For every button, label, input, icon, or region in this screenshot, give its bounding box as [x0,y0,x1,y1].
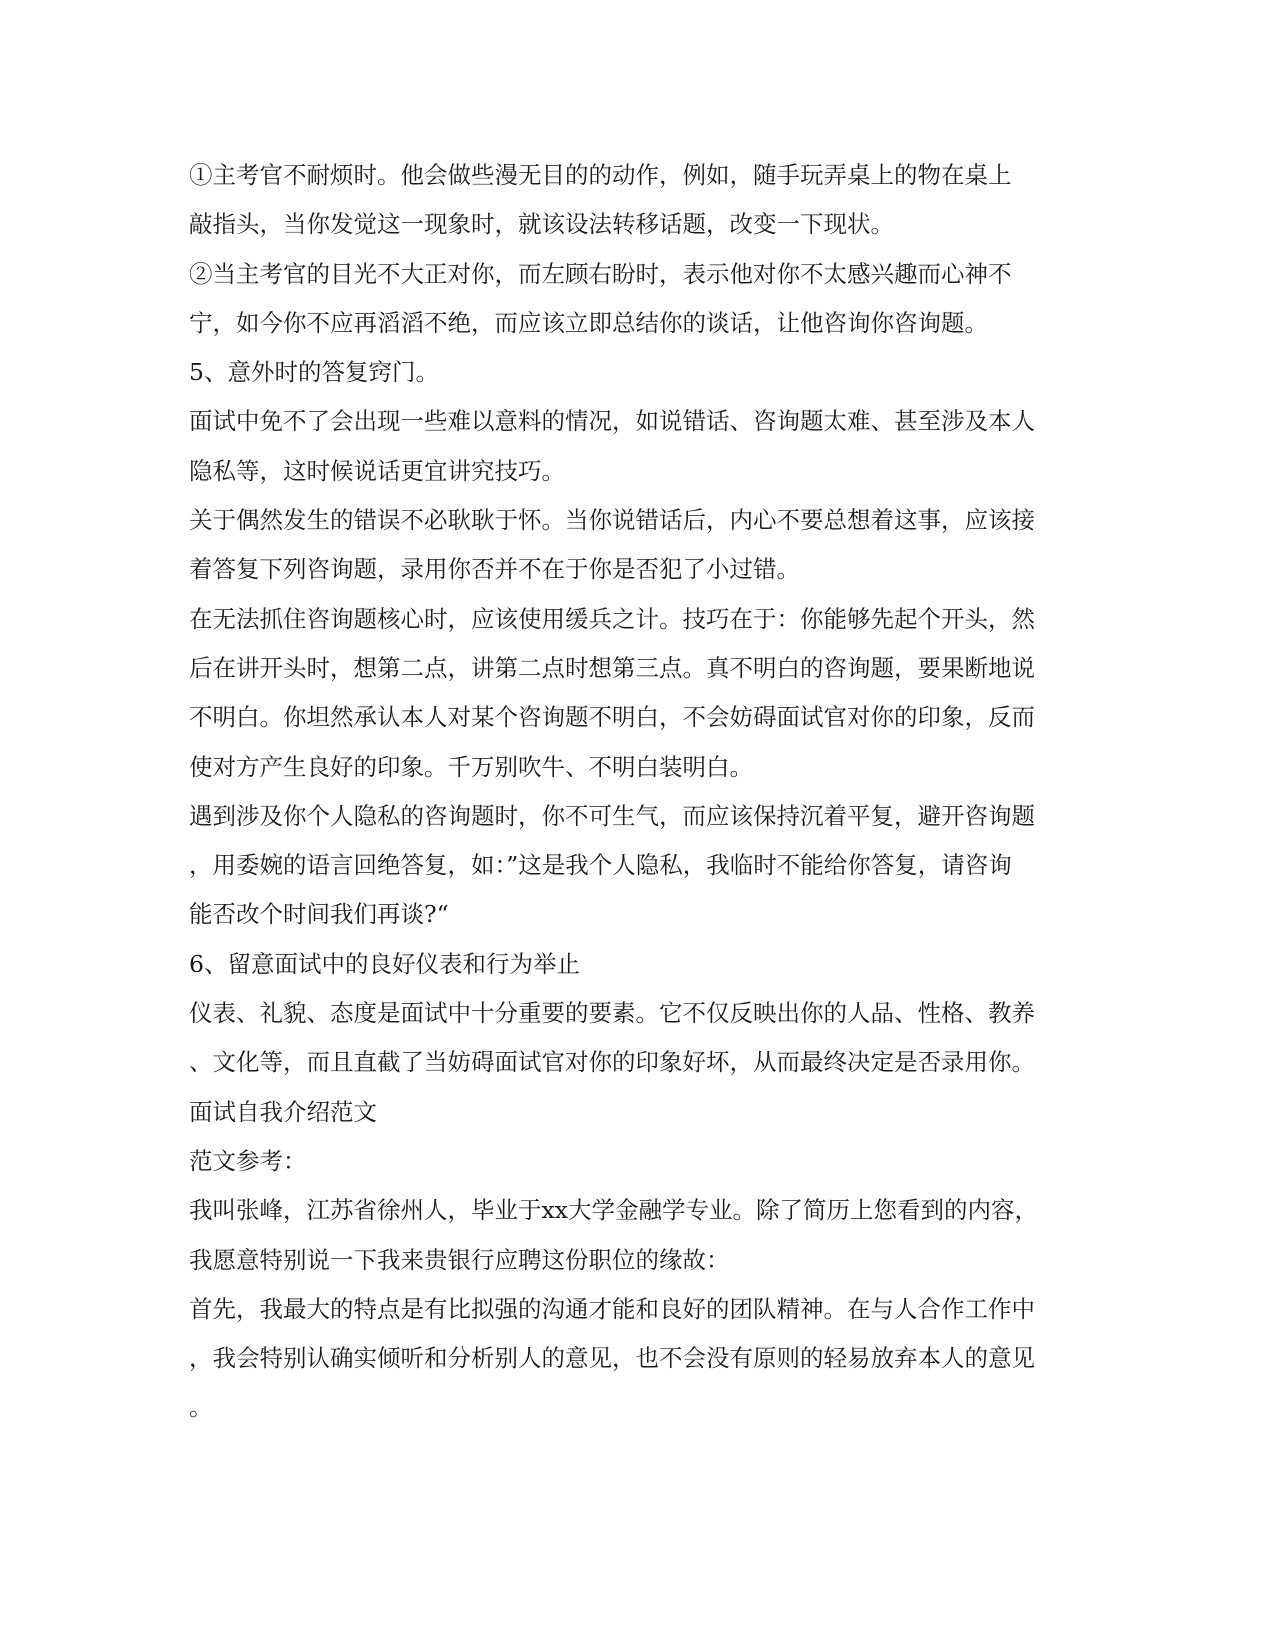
text-line: 仪表、礼貌、态度是面试中十分重要的要素。它不仅反映出你的人品、性格、教养 [189,999,1035,1028]
section-heading: 6、留意面试中的良好仪表和行为举止 [189,949,580,978]
text-line: ，我会特别认确实倾听和分析别人的意见，也不会没有原则的轻易放弃本人的意见 [189,1344,1035,1373]
text-line: 遇到涉及你个人隐私的咨询题时，你不可生气，而应该保持沉着平复，避开咨询题 [189,801,1035,830]
text-line: 在无法抓住咨询题核心时，应该使用缓兵之计。技巧在于：你能够先起个开头，然 [189,604,1035,633]
section-heading: 5、意外时的答复窍门。 [189,358,439,387]
text-line: 使对方产生良好的印象。千万别吹牛、不明白装明白。 [189,752,753,781]
text-line: 宁，如今你不应再滔滔不绝，而应该立即总结你的谈话，让他咨询你咨询题。 [189,308,988,337]
text-line: 范文参考： [189,1146,307,1175]
text-line: 。 [189,1393,213,1422]
text-line: 能否改个时间我们再谈?“ [189,900,449,929]
section-heading: 面试自我介绍范文 [189,1097,377,1126]
text-line: 隐私等，这时候说话更宜讲究技巧。 [189,456,565,485]
text-line: 不明白。你坦然承认本人对某个咨询题不明白，不会妨碍面试官对你的印象，反而 [189,703,1035,732]
text-line: 后在讲开头时，想第二点，讲第二点时想第三点。真不明白的咨询题，要果断地说 [189,653,1035,682]
text-line: 我叫张峰，江苏省徐州人，毕业于xx大学金融学专业。除了简历上您看到的内容， [189,1196,1039,1225]
text-line: 着答复下列咨询题，录用你否并不在于你是否犯了小过错。 [189,555,800,584]
text-line: 关于偶然发生的错误不必耿耿于怀。当你说错话后，内心不要总想着这事，应该接 [189,506,1035,535]
text-line: 敲指头，当你发觉这一现象时，就该设法转移话题，改变一下现状。 [189,210,894,239]
document-body [189,151,1094,1433]
text-line: 我愿意特别说一下我来贵银行应聘这份职位的缘故： [189,1245,730,1274]
text-line: 首先，我最大的特点是有比拟强的沟通才能和良好的团队精神。在与人合作工作中 [189,1294,1035,1323]
text-line: 面试中免不了会出现一些难以意料的情况，如说错话、咨询题太难、甚至涉及本人 [189,407,1035,436]
text-line: ②当主考官的目光不大正对你，而左顾右盼时，表示他对你不太感兴趣而心神不 [189,259,1012,288]
text-line: 、文化等，而且直截了当妨碍面试官对你的印象好坏，从而最终决定是否录用你。 [189,1048,1035,1077]
text-line: ①主考官不耐烦时。他会做些漫无目的的动作，例如，随手玩弄桌上的物在桌上 [189,161,1012,189]
text-line: ，用委婉的语言回绝答复，如：”这是我个人隐私，我临时不能给你答复，请咨询 [189,851,1012,880]
